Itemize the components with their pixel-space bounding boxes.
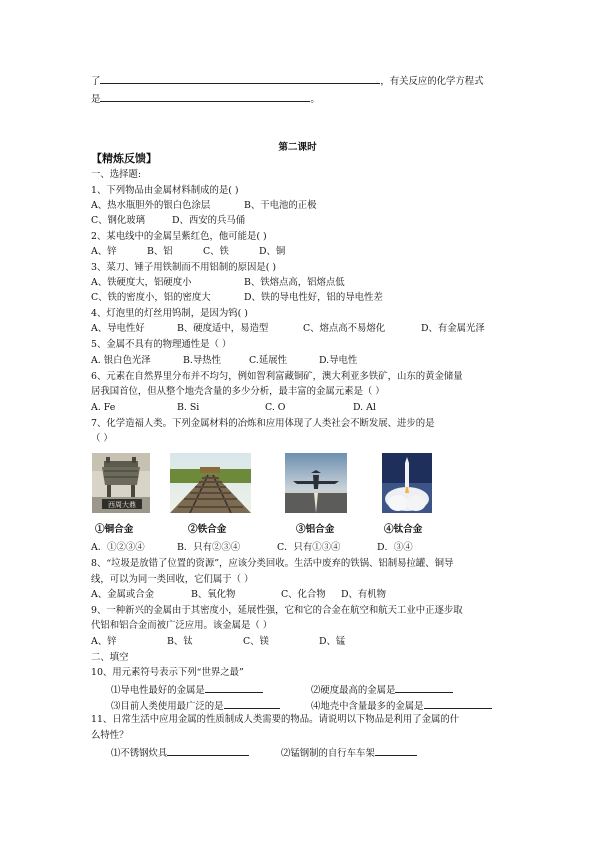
option[interactable]: D、有机物 — [341, 589, 387, 600]
q5-stem: 5、金属不具有的物理通性是（ ） — [91, 339, 232, 350]
fill-item — [111, 699, 311, 713]
q4-stem: 4、灯泡里的灯丝用钨制，是因为钨( ) — [91, 308, 248, 319]
option[interactable]: D．③④ — [377, 542, 413, 553]
option[interactable]: D、有金属光泽 — [421, 323, 485, 334]
top-line-1 — [91, 74, 484, 88]
answer-blank[interactable] — [395, 683, 453, 693]
q6-line-2: 居我国首位，但从整个地壳含量的多少分析，最丰富的金属元素是（ ） — [91, 386, 385, 397]
option[interactable]: B．只有②③④ — [177, 542, 241, 553]
q3-stem: 3、菜刀、锤子用铁制而不用铝制的原因是( ) — [91, 262, 277, 273]
rocket-launch-image — [382, 453, 432, 513]
top-line-1-suffix: ，有关反应的化学方程式 — [380, 76, 484, 87]
fill-item — [311, 683, 453, 697]
fill-item-label: ⑵硬度最高的金属是 — [311, 685, 396, 696]
fill-item-label: ⑴不锈钢炊具 — [111, 748, 168, 759]
ding-plaque-text: 西周大鼎 — [108, 501, 136, 509]
fill-item — [311, 699, 492, 713]
option[interactable]: A、铁硬度大，铝硬度小 — [91, 277, 192, 288]
bronze-ding-image — [92, 453, 150, 513]
option[interactable]: C、化合物 — [281, 589, 326, 600]
answer-blank[interactable] — [205, 683, 263, 693]
image-caption-4: ④钛合金 — [384, 524, 423, 535]
q6-line-1: 6、元素在自然界里分布并不均匀，例如智利富藏铜矿，澳大利亚多铁矿，山东的黄金储量 — [91, 371, 463, 382]
q5-options — [91, 355, 357, 367]
image-caption-2: ②铁合金 — [188, 524, 227, 535]
option[interactable]: C、熔点高不易熔化 — [303, 323, 386, 334]
railway-track-image — [170, 453, 251, 513]
fill-item-label: ⑵锰钢制的自行车车架 — [281, 748, 375, 759]
q1-options-row-1 — [91, 200, 317, 212]
fill-item — [281, 746, 417, 760]
airplane-image — [285, 453, 347, 513]
option[interactable]: D、铁的导电性好，铝的导电性差 — [244, 292, 383, 303]
q7-line-2: （ ） — [91, 433, 113, 444]
option[interactable]: D.导电性 — [319, 355, 358, 366]
q7-options — [91, 542, 413, 554]
top-line-2-suffix: 。 — [310, 94, 320, 105]
option[interactable]: B、氧化物 — [191, 589, 236, 600]
fill-item-label: ⑷地壳中含量最多的金属是 — [311, 701, 424, 712]
image-caption-3: ③铝合金 — [296, 524, 335, 535]
image-caption-1: ①铜合金 — [95, 524, 134, 535]
q1-options-row-2 — [91, 215, 245, 227]
q11-line-1: 11、日常生活中应用金属的性质制成人类需要的物品。请说明以下物品是利用了金属的什 — [91, 714, 460, 725]
option[interactable]: A、锌 — [91, 636, 117, 647]
q9-line-1: 9、一种新兴的金属由于其密度小，延展性强，它和它的合金在航空和航天工业中正逐步取 — [91, 605, 463, 616]
q10-row-2 — [111, 699, 492, 713]
option[interactable]: B、干电池的正极 — [244, 200, 317, 211]
q4-options — [91, 323, 485, 335]
fill-item-label: ⑴导电性最好的金属是 — [111, 685, 205, 696]
option[interactable]: D、西安的兵马俑 — [172, 215, 246, 226]
option[interactable]: A. 银白色光泽 — [91, 355, 151, 366]
q9-options — [91, 636, 345, 648]
q1-stem: 1、下列物品由金属材料制成的是( ) — [91, 185, 239, 196]
part-2-heading: 二、填空 — [91, 652, 129, 663]
option[interactable]: C、镁 — [243, 636, 269, 647]
q7-line-1: 7、化学造福人类。下列金属材料的冶炼和应用体现了人类社会不断发展、进步的是 — [91, 418, 435, 429]
q11-line-2: 么特性？ — [91, 730, 129, 741]
fill-item-label: ⑶目前人类使用最广泛的是 — [111, 701, 224, 712]
answer-blank[interactable] — [375, 746, 417, 756]
option[interactable]: B.导热性 — [183, 355, 221, 366]
q8-line-2: 线，可以为同一类回收，它们属于（ ） — [91, 574, 254, 585]
answer-blank[interactable] — [100, 92, 310, 102]
fill-item — [111, 746, 281, 760]
fill-item — [111, 683, 311, 697]
option[interactable]: C、钢化玻璃 — [91, 215, 146, 226]
q3-options-row-2 — [91, 292, 383, 304]
q2-stem: 2、某电线中的金属呈紫红色，他可能是( ) — [91, 231, 267, 242]
top-line-2 — [91, 92, 320, 106]
q8-line-1: 8、“垃圾是放错了位置的资源”，应该分类回收。生活中废弃的铁锅、铝制易拉罐、铜导 — [91, 558, 454, 569]
lesson-title: 第二课时 — [278, 142, 317, 153]
q9-line-2: 代铝和铝合金而被广泛应用。该金属是（ ） — [91, 620, 273, 631]
option[interactable]: A、锌 — [91, 246, 117, 257]
answer-blank[interactable] — [424, 699, 492, 709]
option[interactable]: A、导电性好 — [91, 323, 145, 334]
option[interactable]: C、铁的密度小，铝的密度大 — [91, 292, 211, 303]
option[interactable]: A. Fe — [91, 402, 116, 413]
option[interactable]: C、铁 — [203, 246, 229, 257]
option[interactable]: B、钛 — [167, 636, 193, 647]
q10-row-1 — [111, 683, 453, 697]
option[interactable]: A、金属或合金 — [91, 589, 155, 600]
q10-stem: 10、用元素符号表示下列“世界之最” — [91, 667, 244, 678]
top-line-1-prefix: 了 — [91, 76, 101, 87]
option[interactable]: A．①②③④ — [91, 542, 145, 553]
q8-options — [91, 589, 386, 601]
q11-row-1 — [111, 746, 417, 760]
option[interactable]: A、热水瓶胆外的银白色涂层 — [91, 200, 211, 211]
option[interactable]: D、锰 — [319, 636, 346, 647]
part-1-heading: 一、选择题: — [91, 169, 142, 180]
top-line-2-prefix: 是 — [91, 94, 101, 105]
option[interactable]: D、铜 — [259, 246, 286, 257]
option[interactable]: D. Al — [353, 402, 376, 413]
answer-blank[interactable] — [100, 74, 380, 84]
section-heading: 【精炼反馈】 — [91, 152, 157, 165]
option[interactable]: B、铝 — [147, 246, 173, 257]
option[interactable]: C. O — [265, 402, 286, 413]
option[interactable]: B、硬度适中，易造型 — [177, 323, 269, 334]
option[interactable]: C．只有①③④ — [277, 542, 341, 553]
q3-options-row-1 — [91, 277, 345, 289]
answer-blank[interactable] — [224, 699, 280, 709]
answer-blank[interactable] — [167, 746, 249, 756]
option[interactable]: B. Si — [177, 402, 200, 413]
option[interactable]: B、铁熔点高，铝熔点低 — [244, 277, 345, 288]
option[interactable]: C.延展性 — [249, 355, 287, 366]
q2-options — [91, 246, 285, 258]
q6-options — [91, 402, 376, 414]
